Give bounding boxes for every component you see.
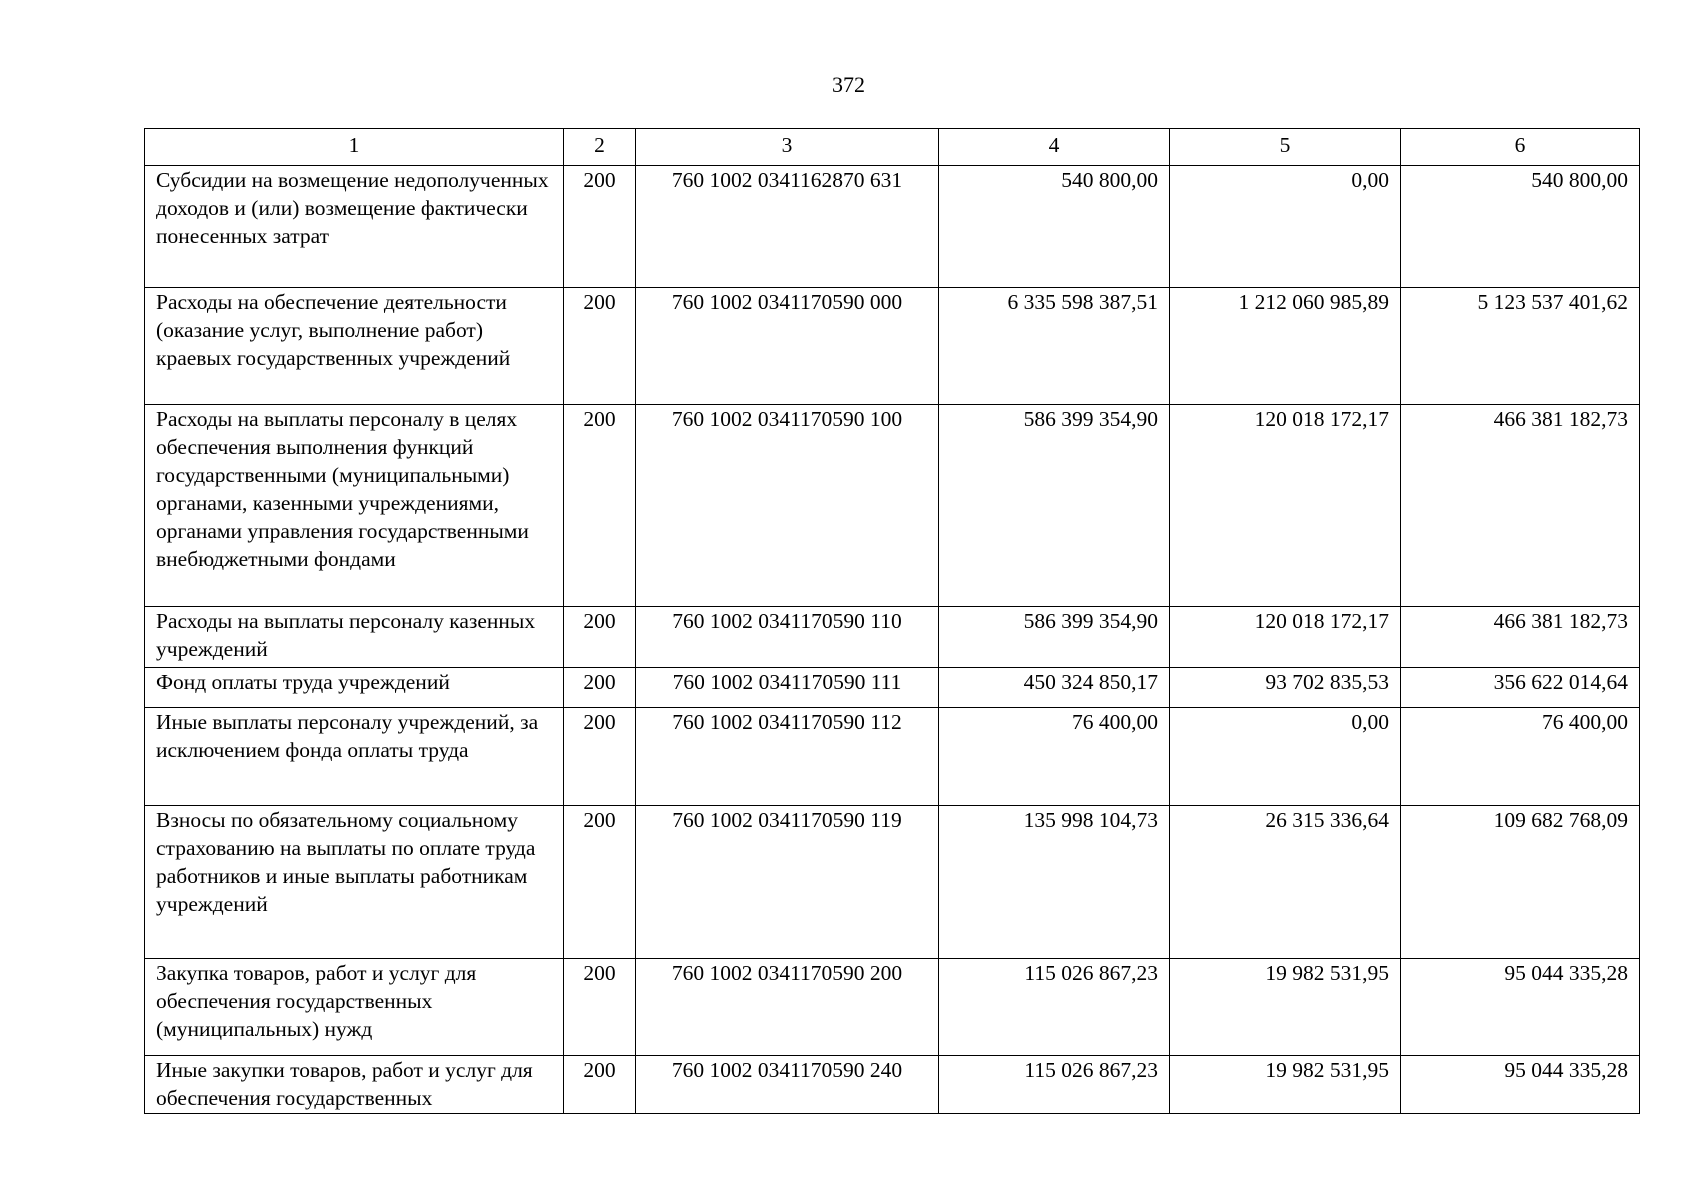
row-classification-code: 760 1002 0341170590 112 — [636, 708, 939, 806]
row-code: 200 — [564, 959, 636, 1056]
column-header-1: 1 — [145, 129, 564, 166]
column-header-2: 2 — [564, 129, 636, 166]
page-number: 372 — [832, 72, 865, 97]
row-name: Расходы на обеспечение деятельности (оказание услуг, выполнение работ) краевых государственных учреждений — [145, 288, 564, 405]
row-value-col4: 115 026 867,23 — [939, 959, 1170, 1056]
row-name: Расходы на выплаты персоналу казенных учреждений — [145, 607, 564, 668]
row-value-col6: 109 682 768,09 — [1401, 806, 1640, 959]
row-classification-code: 760 1002 0341170590 000 — [636, 288, 939, 405]
row-name: Субсидии на возмещение недополученных доходов и (или) возмещение фактически понесенных затрат — [145, 166, 564, 288]
table-row — [145, 959, 1640, 1056]
row-value-col5: 120 018 172,17 — [1170, 405, 1401, 607]
table-row — [145, 405, 1640, 607]
row-code: 200 — [564, 806, 636, 959]
row-value-col6: 76 400,00 — [1401, 708, 1640, 806]
column-header-4: 4 — [939, 129, 1170, 166]
table-row — [145, 166, 1640, 288]
row-value-col4: 135 998 104,73 — [939, 806, 1170, 959]
row-classification-code: 760 1002 0341170590 100 — [636, 405, 939, 607]
row-value-col5: 93 702 835,53 — [1170, 668, 1401, 708]
row-code: 200 — [564, 405, 636, 607]
row-value-col4: 76 400,00 — [939, 708, 1170, 806]
row-value-col6: 356 622 014,64 — [1401, 668, 1640, 708]
row-value-col6: 5 123 537 401,62 — [1401, 288, 1640, 405]
row-classification-code: 760 1002 0341170590 200 — [636, 959, 939, 1056]
table-row — [145, 806, 1640, 959]
column-header-6: 6 — [1401, 129, 1640, 166]
row-value-col4: 6 335 598 387,51 — [939, 288, 1170, 405]
row-code: 200 — [564, 607, 636, 668]
table-row — [145, 708, 1640, 806]
row-value-col5: 19 982 531,95 — [1170, 1056, 1401, 1114]
row-value-col4: 540 800,00 — [939, 166, 1170, 288]
row-classification-code: 760 1002 0341170590 240 — [636, 1056, 939, 1114]
row-name: Фонд оплаты труда учреждений — [145, 668, 564, 708]
row-value-col4: 586 399 354,90 — [939, 405, 1170, 607]
column-header-3: 3 — [636, 129, 939, 166]
row-value-col5: 0,00 — [1170, 166, 1401, 288]
row-value-col5: 0,00 — [1170, 708, 1401, 806]
row-classification-code: 760 1002 0341170590 111 — [636, 668, 939, 708]
row-classification-code: 760 1002 0341162870 631 — [636, 166, 939, 288]
row-code: 200 — [564, 288, 636, 405]
table-body — [145, 166, 1640, 1114]
row-code: 200 — [564, 166, 636, 288]
table-row — [145, 607, 1640, 668]
row-value-col6: 466 381 182,73 — [1401, 405, 1640, 607]
row-classification-code: 760 1002 0341170590 119 — [636, 806, 939, 959]
row-code: 200 — [564, 1056, 636, 1114]
table-header — [145, 129, 1640, 166]
table-row — [145, 668, 1640, 708]
row-value-col6: 540 800,00 — [1401, 166, 1640, 288]
column-header-5: 5 — [1170, 129, 1401, 166]
row-name: Иные закупки товаров, работ и услуг для обеспечения государственных — [145, 1056, 564, 1114]
table-row — [145, 288, 1640, 405]
row-value-col5: 1 212 060 985,89 — [1170, 288, 1401, 405]
budget-execution-table — [144, 128, 1640, 1114]
row-classification-code: 760 1002 0341170590 110 — [636, 607, 939, 668]
row-value-col4: 586 399 354,90 — [939, 607, 1170, 668]
row-value-col6: 95 044 335,28 — [1401, 959, 1640, 1056]
row-value-col4: 450 324 850,17 — [939, 668, 1170, 708]
row-value-col4: 115 026 867,23 — [939, 1056, 1170, 1114]
row-name: Расходы на выплаты персоналу в целях обеспечения выполнения функций государственными (муниципальными) органами, казенными учреждениями, органами управления государственными внебюджетными фондами — [145, 405, 564, 607]
row-value-col5: 120 018 172,17 — [1170, 607, 1401, 668]
row-value-col6: 466 381 182,73 — [1401, 607, 1640, 668]
row-code: 200 — [564, 708, 636, 806]
table-row — [145, 1056, 1640, 1114]
row-value-col5: 26 315 336,64 — [1170, 806, 1401, 959]
row-code: 200 — [564, 668, 636, 708]
row-name: Взносы по обязательному социальному страхованию на выплаты по оплате труда работников и иные выплаты работникам учреждений — [145, 806, 564, 959]
row-value-col5: 19 982 531,95 — [1170, 959, 1401, 1056]
row-value-col6: 95 044 335,28 — [1401, 1056, 1640, 1114]
row-name: Закупка товаров, работ и услуг для обеспечения государственных (муниципальных) нужд — [145, 959, 564, 1056]
header-row — [145, 129, 1640, 166]
row-name: Иные выплаты персоналу учреждений, за исключением фонда оплаты труда — [145, 708, 564, 806]
